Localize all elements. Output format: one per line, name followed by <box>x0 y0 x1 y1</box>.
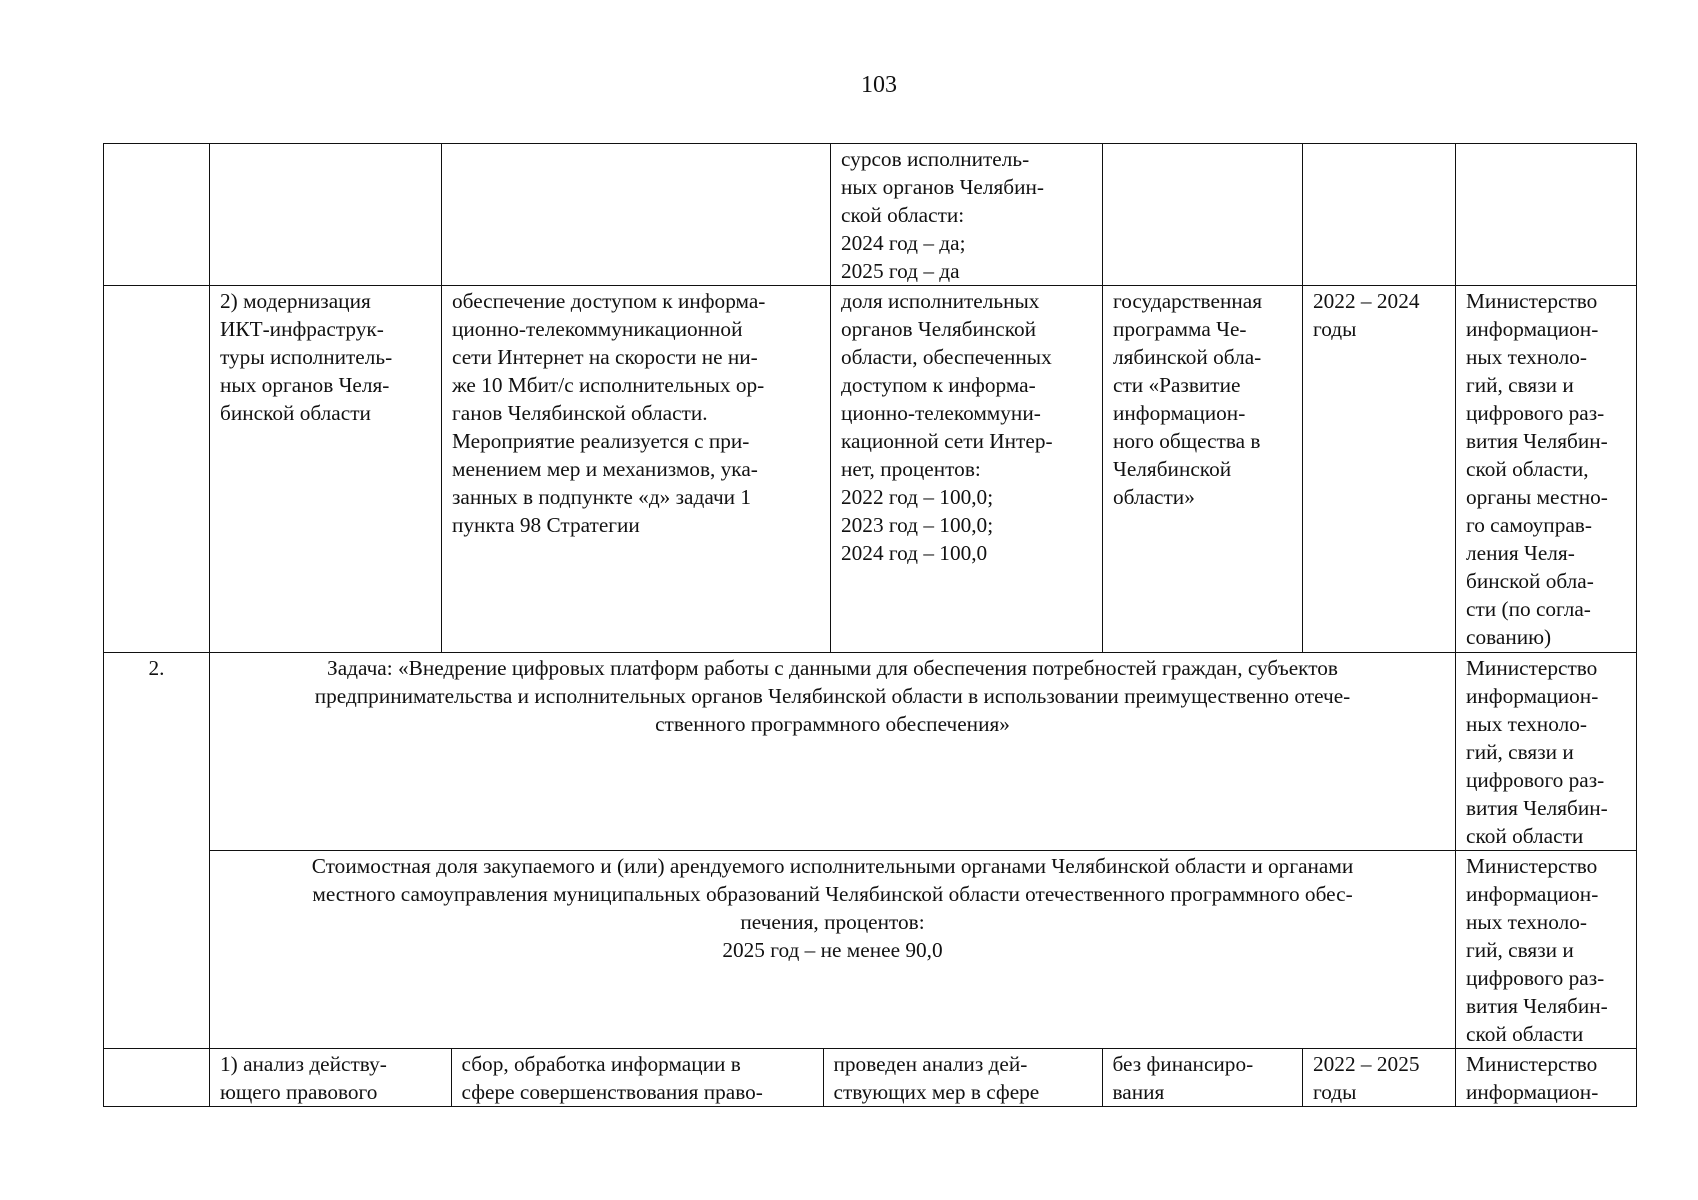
cell-period: 2022 – 2025 годы <box>1303 1049 1456 1107</box>
cell-indicator: проведен анализ дей- ствующих мер в сфере <box>823 1049 1102 1106</box>
cell-measure: 2) модернизация ИКТ-инфраструк- туры исполнитель- ных органов Челя- бинской области <box>210 286 442 653</box>
table-row-modernization <box>104 286 1637 653</box>
cell-responsible: Министерство информацион- ных техноло- гий, связи и цифрового раз- вития Челябин- ской области <box>1456 653 1637 851</box>
indicator-year: 2023 год – 100,0; <box>841 513 994 537</box>
cell-period <box>1303 144 1456 286</box>
cell-task: Задача: «Внедрение цифровых платформ работы с данными для обеспечения потребностей граждан, субъектов предпринимательства и исполнительных органов Челябинской области в использовании преимущественно отече- ственного программного обеспечения» <box>210 653 1456 851</box>
cell-source <box>1103 144 1303 286</box>
cell-source: государственная программа Че- лябинской обла- сти «Развитие информацион- ного общества в Челябинской области» <box>1103 286 1303 653</box>
content-paragraph: Мероприятие реализуется с при- менением мер и механизмов, ука- занных в подпункте «д» задачи 1 пункта 98 Стратегии <box>452 429 758 537</box>
cell-period: 2022 – 2024 годы <box>1303 286 1456 653</box>
cell-source: без финансиро- вания <box>1102 1049 1303 1106</box>
cell-number <box>104 1049 210 1107</box>
cell-content: сбор, обработка информации в сфере совершенствования право- <box>451 1049 823 1106</box>
cell-responsible: Министерство информацион- <box>1456 1049 1637 1107</box>
cell-number <box>104 144 210 286</box>
page-number: 103 <box>861 72 897 98</box>
cell-responsible: Министерство информацион- ных техноло- гий, связи и цифрового раз- вития Челябин- ской области, органы местно- го самоуправ- ления Челя- бинской обла- сти (по согла- сованию) <box>1456 286 1637 653</box>
content-paragraph: обеспечение доступом к информа- ционно-телекоммуникационной сети Интернет на скорости не ни- же 10 Мбит/с исполнительных ор- ганов Челябинской области. <box>452 289 766 425</box>
table-row-analysis <box>104 1049 1637 1107</box>
cell-measure: 1) анализ действу- ющего правового <box>220 1052 387 1104</box>
cell-content <box>442 286 831 653</box>
analysis-subtable <box>210 1049 1303 1106</box>
cell-measure <box>210 144 442 286</box>
cell-indicator <box>831 286 1103 653</box>
cell-task-number: 2. <box>104 653 210 1049</box>
cell-content <box>442 144 831 286</box>
measures-table <box>103 143 1637 1107</box>
cell-responsible: Министерство информацион- ных техноло- гий, связи и цифрового раз- вития Челябин- ской области <box>1456 851 1637 1049</box>
indicator-years <box>841 483 1092 567</box>
table-row-continuation <box>104 144 1637 286</box>
indicator-line: 2025 год – да <box>841 259 960 283</box>
cell-target-indicator: Стоимостная доля закупаемого и (или) арендуемого исполнительными органами Челябинской области и органами местного самоуправления муниципальных образований Челябинской области отечественного программного обес- печения, процентов: 2025 год – не менее 90,0 <box>210 851 1456 1049</box>
cell-indicator <box>831 144 1103 286</box>
indicator-lines <box>841 145 1092 285</box>
table-row-target <box>104 851 1637 1049</box>
cell-analysis-group <box>210 1049 1303 1107</box>
indicator-line: 2024 год – да; <box>841 231 966 255</box>
indicator-line: ской области: <box>841 203 965 227</box>
indicator-line: ных органов Челябин- <box>841 175 1045 199</box>
table-row-task <box>104 653 1637 851</box>
indicator-text: доля исполнительных органов Челябинской области, обеспеченных доступом к информа- ционно-телекоммуни- кационной сети Интер- нет, процентов: <box>841 289 1053 481</box>
indicator-year: 2022 год – 100,0; <box>841 485 994 509</box>
cell-number <box>104 286 210 653</box>
cell-responsible <box>1456 144 1637 286</box>
indicator-year: 2024 год – 100,0 <box>841 541 988 565</box>
indicator-line: сурсов исполнитель- <box>841 147 1030 171</box>
